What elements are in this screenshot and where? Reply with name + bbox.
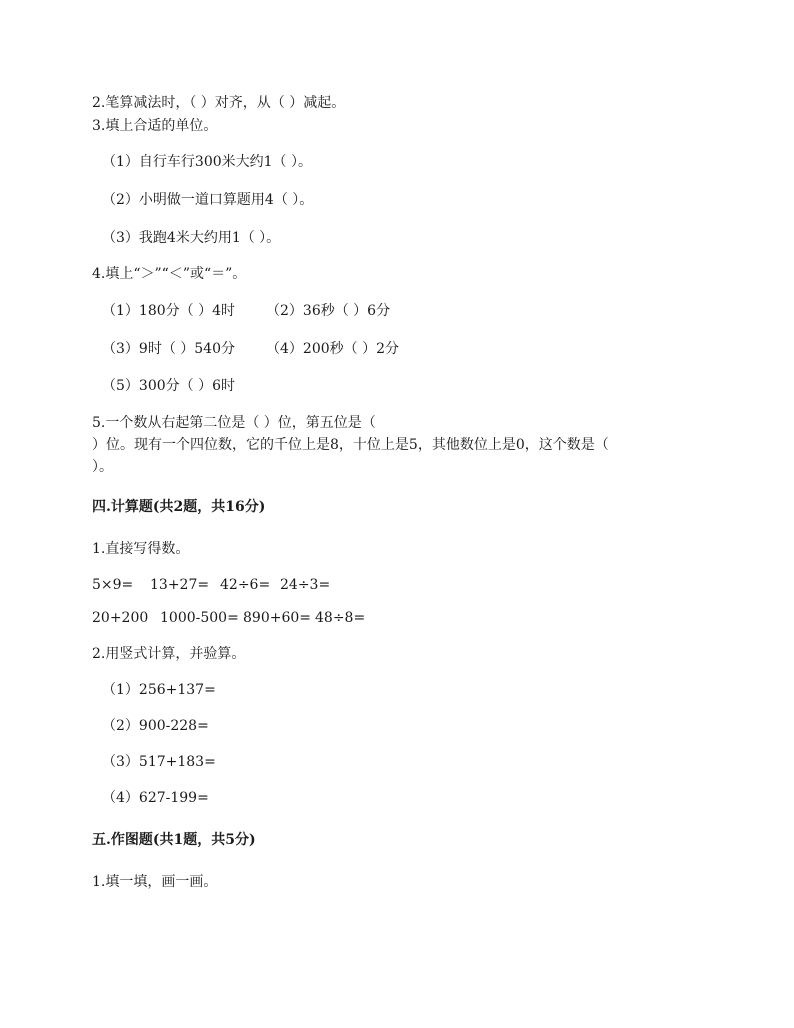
- vertical-calc-item-2: （2）900-228=: [102, 718, 209, 734]
- vertical-calc-item-3: （3）517+183=: [102, 754, 216, 770]
- question-4-title: 4.填上“＞”“＜”或“＝”。: [92, 266, 247, 282]
- question-3-item-2: （2）小明做一道口算题用4（ ）。: [102, 192, 314, 208]
- calc-row-2-item-3: 890+60=: [243, 610, 311, 626]
- calc-row-1-item-3: 42÷6=: [220, 577, 271, 593]
- drawing-question-1-title: 1.填一填，画一画。: [92, 874, 218, 890]
- question-5-line-3: ）。: [92, 459, 113, 475]
- question-4-item-5: （5）300分（ ）6时: [102, 378, 235, 394]
- question-4-item-4: （4）200秒（ ）2分: [266, 341, 399, 357]
- calc-question-1-title: 1.直接写得数。: [92, 541, 190, 557]
- vertical-calc-item-1: （1）256+137=: [102, 682, 216, 698]
- section-5-heading: 五.作图题(共1题，共5分): [92, 832, 256, 848]
- question-3-title: 3.填上合适的单位。: [92, 118, 218, 134]
- question-3-item-3: （3）我跑4米大约用1（ ）。: [102, 230, 281, 246]
- question-4-item-3: （3）9时（ ）540分: [102, 341, 235, 357]
- question-3-item-1: （1）自行车行300米大约1（ ）。: [102, 154, 312, 170]
- question-2-subtraction: 2.笔算减法时，（ ）对齐，从（ ）减起。: [92, 95, 346, 111]
- calc-row-2-item-2: 1000-500=: [160, 610, 239, 626]
- question-4-item-1: （1）180分（ ）4时: [102, 303, 235, 319]
- calc-row-1-item-1: 5×9=: [92, 577, 134, 593]
- calc-question-2-title: 2.用竖式计算，并验算。: [92, 646, 246, 662]
- vertical-calc-item-4: （4）627-199=: [102, 790, 209, 806]
- question-5-line-2: ）位。现有一个四位数，它的千位上是8，十位上是5，其他数位上是0，这个数是（: [92, 437, 609, 453]
- question-4-item-2: （2）36秒（ ）6分: [266, 303, 391, 319]
- section-4-heading: 四.计算题(共2题，共16分): [92, 499, 266, 515]
- question-5-line-1: 5.一个数从右起第二位是（ ）位，第五位是（: [92, 415, 376, 431]
- calc-row-1-item-2: 13+27=: [150, 577, 210, 593]
- calc-row-2-item-1: 20+200: [92, 610, 149, 626]
- calc-row-2-item-4: 48÷8=: [315, 610, 366, 626]
- calc-row-1-item-4: 24÷3=: [280, 577, 331, 593]
